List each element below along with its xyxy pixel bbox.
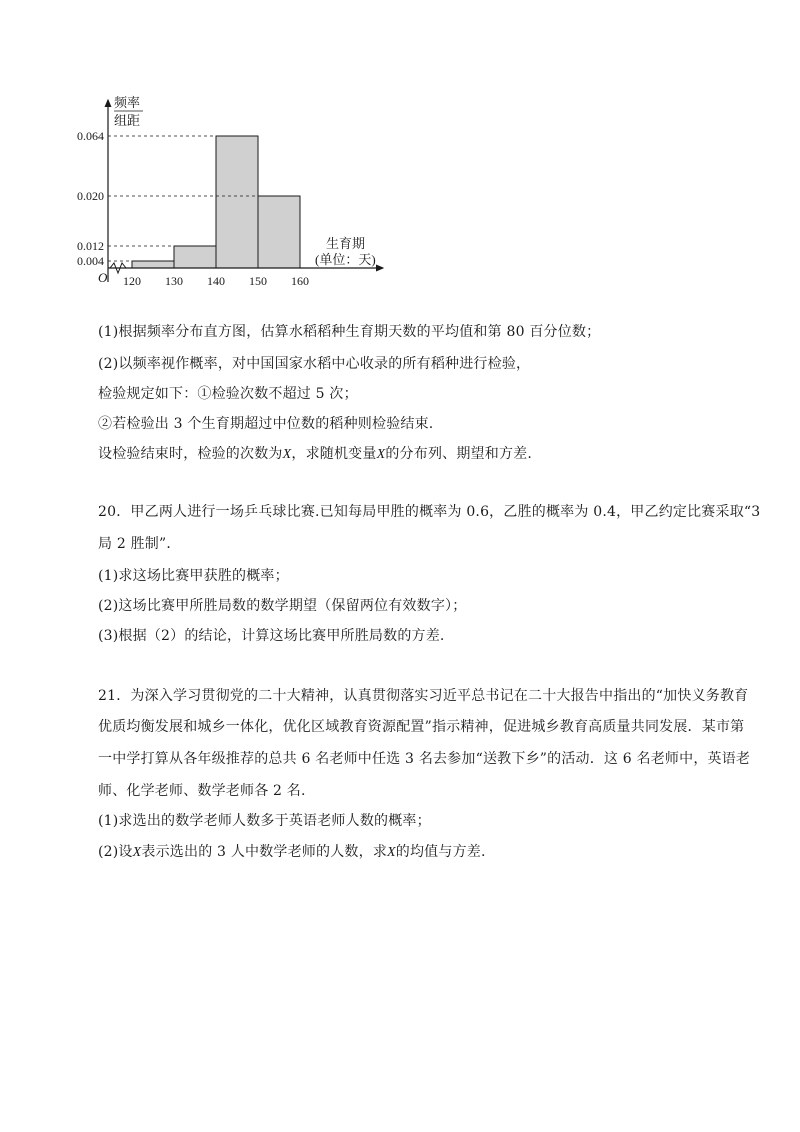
q21-var-x-2: X xyxy=(387,845,396,860)
q19-ask-a: 设检验结束时，检验的次数为 xyxy=(98,446,283,462)
q21-part2-a: (2)设 xyxy=(98,844,133,860)
q20-part2: (2)这场比赛甲所胜局数的数学期望（保留两位有效数字）； xyxy=(98,598,467,614)
x-tick-label: 140 xyxy=(207,274,225,288)
q21-line2: 优质均衡发展和城乡一体化，优化区域教育资源配置”指示精神，促进城乡教育高质量共同发展．某市第 xyxy=(98,719,745,735)
q19-ask-c: 的分布列、期望和方差. xyxy=(385,446,532,462)
histogram-bar-120-130 xyxy=(132,261,174,268)
q21-var-x: X xyxy=(132,845,142,860)
histogram-bar-130-140 xyxy=(174,246,216,268)
q19-rule2: ②若检验出 3 个生育期超过中位数的稻种则检验结束. xyxy=(98,416,434,432)
y-tick-label: 0.064 xyxy=(77,129,104,143)
x-tick-label: 130 xyxy=(165,274,183,288)
q19-var-x-2: X xyxy=(376,447,386,462)
histogram-bar-150-160 xyxy=(258,196,300,268)
x-tick-labels xyxy=(123,274,309,288)
x-label: 生育期 xyxy=(326,236,366,251)
q21-part2 xyxy=(98,842,486,863)
q21-part1: (1)求选出的数学老师人数多于英语老师人数的概率； xyxy=(98,813,431,829)
y-tick-label: 0.020 xyxy=(77,189,104,203)
x-tick-label: 150 xyxy=(249,274,267,288)
x-tick-label: 160 xyxy=(291,274,309,288)
q19-part2: (2)以频率视作概率，对中国国家水稻中心收录的所有稻种进行检验， xyxy=(98,356,531,372)
histogram-chart xyxy=(60,86,400,296)
q21-part2-b: 表示选出的 3 人中数学老师的人数，求 xyxy=(141,844,388,860)
q20-part1: (1)求这场比赛甲获胜的概率； xyxy=(98,568,289,584)
y-tick-labels xyxy=(77,129,104,268)
q20-line2: 局 2 胜制”． xyxy=(98,536,181,552)
q21-part2-c: 的均值与方差. xyxy=(395,844,486,860)
q20-part3: (3)根据（2）的结论，计算这场比赛甲所胜局数的方差. xyxy=(98,628,445,644)
y-tick-label: 0.004 xyxy=(77,254,104,268)
x-unit-label: (单位：天) xyxy=(315,252,376,267)
q19-ask xyxy=(98,444,532,465)
q19-part1: (1)根据频率分布直方图，估算水稻稻种生育期天数的平均值和第 80 百分位数； xyxy=(98,324,601,340)
x-tick-label: 120 xyxy=(123,274,141,288)
q21-line4: 师、化学老师、数学老师各 2 名. xyxy=(98,783,306,799)
histogram-bar-140-150 xyxy=(216,136,258,268)
q19-rule-intro: 检验规定如下：①检验次数不超过 5 次； xyxy=(98,386,358,402)
q19-ask-b: ，求随机变量 xyxy=(291,446,377,462)
q21-line1: 21．为深入学习贯彻党的二十大精神，认真贯彻落实习近平总书记在二十大报告中指出的“加快义务教育 xyxy=(98,688,749,704)
y-label-top: 频率 xyxy=(114,95,141,110)
q19-var-x: X xyxy=(282,447,292,462)
histogram-bars xyxy=(132,136,300,268)
y-tick-label: 0.012 xyxy=(77,239,104,253)
q20-line1: 20．甲乙两人进行一场乒乓球比赛.已知每局甲胜的概率为 0.6，乙胜的概率为 0.4，甲乙约定比赛采取“3 xyxy=(98,504,761,520)
y-label-bottom: 组距 xyxy=(114,113,141,128)
origin-label: O xyxy=(98,270,108,285)
q21-line3: 一中学打算从各年级推荐的总共 6 名老师中任选 3 名去参加“送教下乡”的活动．这 6 名老师中，英语老 xyxy=(98,751,751,767)
